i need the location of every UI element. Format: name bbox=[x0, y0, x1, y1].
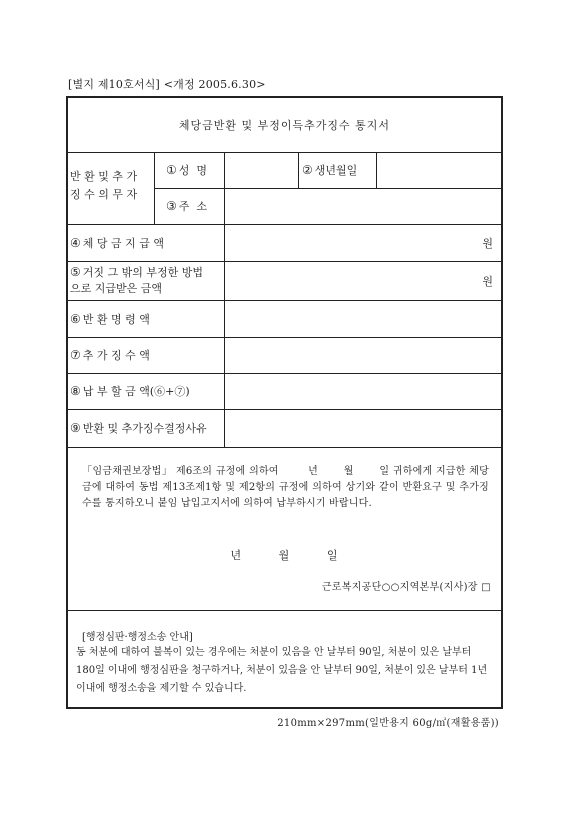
number-badge-1: ① bbox=[166, 163, 177, 177]
birthdate-field[interactable] bbox=[378, 152, 503, 188]
fraud-amount-field[interactable] bbox=[226, 261, 503, 300]
date-year: 년 bbox=[230, 549, 243, 562]
appeal-guide-title: [행정심판·행정소송 안내] bbox=[82, 632, 193, 643]
number-badge-8: ⑧ bbox=[70, 384, 81, 398]
form-number: [별지 제10호서식] <개정 2005.6.30> bbox=[68, 78, 266, 91]
advance-paid-label: 체 당 금 지 급 액 bbox=[82, 236, 165, 250]
decision-reason-field[interactable] bbox=[226, 409, 503, 447]
additional-collection-label: 추 가 징 수 액 bbox=[82, 349, 150, 362]
number-badge-6: ⑥ bbox=[70, 311, 81, 326]
date-month: 월 bbox=[278, 549, 291, 562]
date-day: 일 bbox=[326, 549, 339, 562]
paper-spec: 210mm×297mm(일반용지 60g/㎡(재활용품)) bbox=[277, 718, 499, 729]
additional-collection-field[interactable] bbox=[226, 337, 503, 373]
decision-reason-label: 반환 및 추가징수결정사유 bbox=[82, 422, 207, 435]
appeal-guide-text: 동 처분에 대하여 불복이 있는 경우에는 처분이 있음을 안 날부터 90일, 처분이 있은 날부터 180일 이내에 행정심판을 청구하거나, 처분이 있음을 안 날부터 90일, 처분이 있은 날부터 1년 이내에 행정소송을 제기할 수 있습니다. bbox=[76, 647, 488, 694]
return-order-field[interactable] bbox=[226, 300, 503, 337]
fraud-amount-label-line1: 거짓 그 밖의 부정한 방법 bbox=[82, 266, 204, 279]
issuer-signature: 근로복지공단○○지역본부(지사)장 □ bbox=[321, 582, 491, 593]
form-title: 체당금반환 및 부정이득추가징수 통지서 bbox=[68, 98, 501, 153]
fraud-amount-label-line2: 으로 지급받은 금액 bbox=[70, 282, 163, 295]
address-field[interactable] bbox=[226, 188, 503, 224]
debtor-label-line1: 반 환 및 추 가 bbox=[70, 170, 138, 183]
notice-text: 「임금채권보장법」 제6조의 규정에 의하여 년 월 일 귀하에게 지급한 체당금에 대하여 동법 제13조제1항 및 제2항의 규정에 의하여 상기와 같이 반환요구 및 추가징수를 통지하오니 붙임 납입고지서에 의하여 납부하시기 바랍니다. bbox=[82, 466, 489, 509]
notice-form bbox=[66, 96, 503, 709]
number-badge-4: ④ bbox=[70, 235, 81, 250]
issue-date bbox=[68, 547, 501, 563]
advance-paid-field[interactable] bbox=[226, 224, 503, 261]
payable-amount-label: 납 부 할 금 액(⑥+⑦) bbox=[82, 385, 190, 398]
number-badge-5: ⑤ bbox=[70, 265, 81, 279]
number-badge-3: ③ bbox=[166, 199, 177, 213]
won-unit: 원 bbox=[482, 274, 493, 288]
name-label: 성 명 bbox=[178, 164, 208, 177]
birthdate-label: 생년월일 bbox=[314, 164, 358, 177]
debtor-label-line2: 징 수 의 무 자 bbox=[70, 188, 138, 201]
return-order-label: 반 환 명 령 액 bbox=[82, 312, 150, 326]
won-unit: 원 bbox=[482, 236, 493, 250]
payable-amount-field[interactable] bbox=[226, 373, 503, 409]
number-badge-9: ⑨ bbox=[70, 421, 81, 435]
address-label: 주 소 bbox=[178, 200, 208, 213]
number-badge-7: ⑦ bbox=[70, 348, 81, 362]
name-field[interactable] bbox=[226, 152, 296, 188]
number-badge-2: ② bbox=[302, 163, 313, 177]
